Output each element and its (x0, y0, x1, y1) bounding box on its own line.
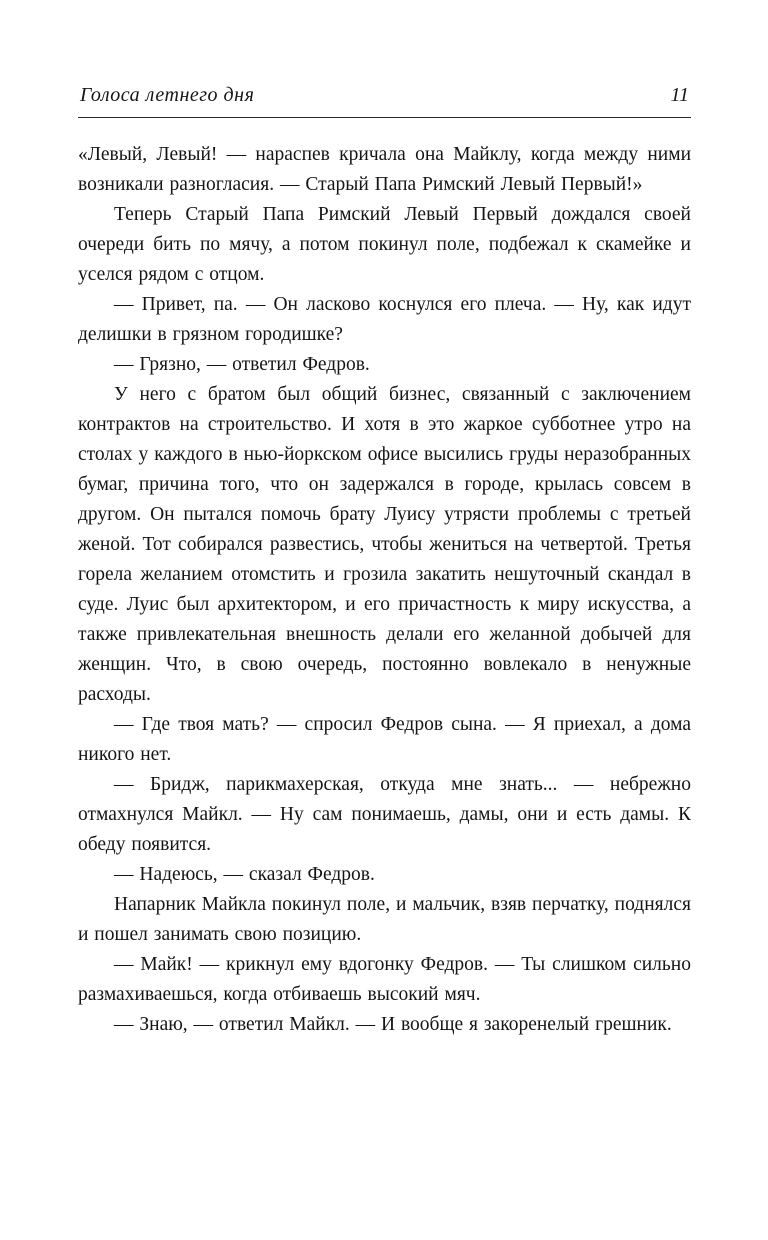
paragraph: — Привет, па. — Он ласково коснулся его плеча. — Ну, как идут делишки в грязном городишке? (78, 294, 691, 345)
paragraph: Напарник Майкла покинул поле, и мальчик, взяв перчатку, поднялся и пошел занимать свою позицию. (78, 894, 691, 945)
book-title: Голоса летнего дня (80, 84, 255, 106)
paragraph: — Грязно, — ответил Федров. (114, 354, 370, 375)
paragraph: У него с братом был общий бизнес, связанный с заключением контрактов на строительство. И хотя в это жаркое субботнее утро на столах у каждого в нью-йоркском офисе высились груды неразобранных бумаг, причина того, что он задержался в городе, крылась совсем в другом. Он пытался помочь брату Луису утрясти проблемы с третьей женой. Тот собирался развестись, чтобы жениться на четвертой. Третья горела желанием отомстить и грозила закатить нешуточный скандал в суде. Луис был архитектором, и его причастность к миру искусства, а также привлекательная внешность делали его желанной добычей для женщин. Что, в свою очередь, постоянно вовлекало в ненужные расходы. (78, 384, 691, 705)
paragraph: — Бридж, парикмахерская, откуда мне знать... — небрежно отмахнулся Майкл. — Ну сам понимаешь, дамы, они и есть дамы. К обеду появится. (78, 774, 691, 855)
running-header (78, 84, 691, 117)
paragraph: — Знаю, — ответил Майкл. — И вообще я закоренелый грешник. (114, 1014, 672, 1035)
page-content (78, 84, 691, 1040)
paragraph: — Где твоя мать? — спросил Федров сына. — Я приехал, а дома никого нет. (78, 714, 691, 765)
paragraph: — Надеюсь, — сказал Федров. (114, 864, 375, 885)
paragraph: — Майк! — крикнул ему вдогонку Федров. — Ты слишком сильно размахиваешься, когда отбиваешь высокий мяч. (78, 954, 691, 1005)
paragraph: Теперь Старый Папа Римский Левый Первый дождался своей очереди бить по мячу, а потом покинул поле, подбежал к скамейке и уселся рядом с отцом. (78, 204, 691, 285)
text-block (78, 140, 691, 1040)
paragraph: «Левый, Левый! — нараспев кричала она Майклу, когда между ними возникали разногласия. — Старый Папа Римский Левый Первый!» (78, 144, 691, 195)
header-rule (78, 117, 691, 118)
page-number: 11 (670, 84, 689, 106)
